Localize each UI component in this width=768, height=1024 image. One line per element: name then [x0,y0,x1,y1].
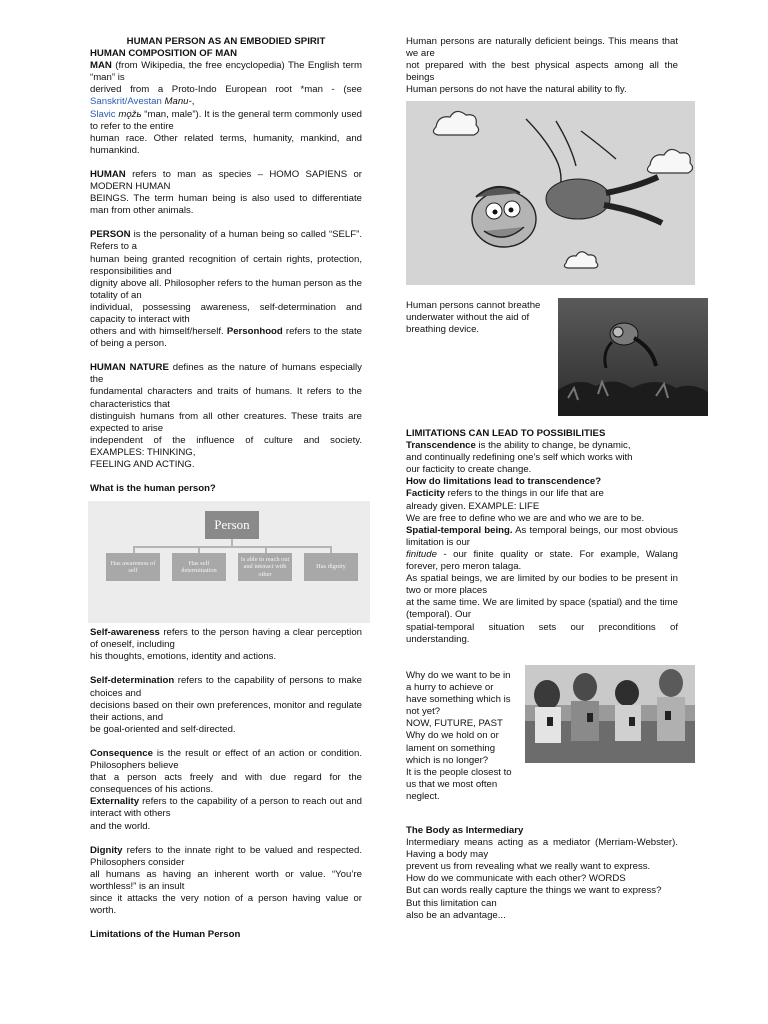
text: , [191,96,195,108]
paragraph-self-awareness [90,627,362,663]
diagram-connector [198,546,200,553]
text: that a person acts freely and with due regard for the consequences of his actions. [90,772,362,796]
text: (from Wikipedia, the free encyclopedia) The English term “man” is [90,60,362,84]
text: defines as the nature of humans especially the [90,362,362,386]
text: refers to the innate right to be valued and respected. Philosophers consider [90,844,362,868]
diagram-box-awareness: Has awareness of self [106,553,160,581]
term-human-nature: HUMAN NATURE [90,362,169,374]
paragraph-man [90,60,362,157]
paragraph-facticity [406,488,678,524]
paragraph-person [90,229,362,350]
text: human being granted recognition of certain rights, protection, responsibilities and [90,253,362,277]
text: already given. EXAMPLE: LIFE [406,500,540,512]
text: BEINGS. The term human being is also used to differentiate man from other animals. [90,193,362,217]
question-limitations: How do limitations lead to transcendence? [406,476,602,488]
text: fundamental characters and traits of humans. It refers to the characteristics that [90,386,362,410]
flying-man-illustration [406,101,695,285]
why-line: Why do we want to be in [406,670,511,681]
link-avestan[interactable]: Avestan [127,96,162,108]
body-intermediary-section [406,825,678,922]
paragraph-deficient [406,36,678,96]
text: others and with himself/herself. [90,326,227,338]
why-line: neglect. [406,790,440,802]
text: his thoughts, emotions, identity and actions. [90,651,277,663]
term-facticity: Facticity [406,488,445,500]
body-heading: The Body as Intermediary [406,825,524,836]
possibilities-heading: LIMITATIONS CAN LEAD TO POSSIBILITIES [406,428,606,439]
text: / [124,96,128,108]
diagram-box-interact: Is able to reach out and interact with other [238,553,292,581]
text: How do we communicate with each other? WORDS [406,873,626,885]
text: But this limitation can [406,897,497,909]
text: our facticity to create change. [406,464,532,476]
diagram-root: Person [205,511,259,539]
diagram-connector [265,546,267,553]
term-personhood: Personhood [226,326,283,338]
text: and continually redefining one’s self which works with [406,452,633,464]
diagram-connector [133,546,135,553]
paragraph-consequence [90,748,362,796]
paragraph-human [90,169,362,217]
text: Human persons cannot breathe [406,300,541,311]
text: dignity above all. Philosopher refers to the human person as the totality of an [90,277,362,301]
term-dignity: Dignity [90,844,123,856]
text: independent of the influence of culture and society. EXAMPLES: THINKING, [90,434,362,458]
right-column [406,36,678,96]
paragraph-dignity [90,845,362,918]
text: all humans as having an inherent worth or value. “You’re worthless!” is an insult [90,868,362,892]
text: We are free to define who we are and who we are to be. [406,512,645,524]
term-spatial-temporal: Spatial-temporal being. [406,524,513,536]
text: refers to the capability of a person to reach out and interact with others [90,796,362,820]
term-person: PERSON [90,229,131,241]
text: at the same time. We are limited by space (spatial) and the time (temporal). Our [406,597,678,621]
text: distinguish humans from all other creatures. These traits are expected to arise [90,410,362,434]
text: derived from a Proto-Indo European root *man - (see [90,84,362,96]
family-on-couch-icon [525,665,695,763]
why-line: us that we most often [406,778,498,790]
diagram-connector [133,546,332,548]
question-heading: What is the human person? [90,483,216,495]
diagram-box-self-determination: Has self determination [172,553,226,581]
text: since it attacks the very notion of a person having value or worth. [90,892,362,917]
why-line: not yet? [406,706,441,718]
text: Human persons are naturally deficient beings. This means that we are [406,36,678,60]
text: and the world. [90,820,151,832]
text: is the personality of a human being so called “SELF”. Refers to a [90,229,362,253]
text: refers to the capability of persons to make choices and [90,675,362,699]
paragraph-spatial-temporal [406,525,678,646]
left-column [90,36,362,941]
why-line: Why do we hold on or [406,730,499,742]
why-line: which is no longer? [406,754,489,766]
text: underwater without the aid of [406,312,530,324]
link-slavic[interactable]: Slavic [90,108,116,120]
term-self-awareness: Self-awareness [90,627,160,639]
text: is the ability to change, be dynamic, [475,440,631,452]
paragraph-body [406,837,678,922]
text: But can words really capture the things we want to express? [406,885,662,897]
term-man: MAN [90,60,112,72]
text: breathing device. [406,324,480,336]
text: FEELING AND ACTING. [90,459,195,470]
paragraph-human-nature [90,362,362,471]
text: also be an advantage... [406,909,506,921]
why-line: lament on something [406,742,496,754]
family-phones-photo [525,665,695,763]
term-consequence: Consequence [90,747,153,759]
text: not prepared with the best physical aspects among all the beings [406,60,678,84]
paragraph-breathe [406,300,556,336]
diagram-connector [330,546,332,553]
why-line: It is the people closest to [406,766,512,778]
text-mozh: mǫžь [118,108,142,120]
term-transcendence: Transcendence [406,440,476,452]
term-finitude: finitude [406,548,437,560]
person-diagram [88,501,370,623]
text: spatial-temporal situation sets our preconditions of understanding. [406,621,678,645]
text: Intermediary means acting as a mediator (Merriam-Webster). Having a body may [406,837,678,861]
paragraph-self-determination [90,675,362,735]
flying-man-icon [406,101,695,285]
text: refers to the person having a clear perception of oneself, including [90,627,362,651]
text: individual, possessing awareness, self-determination and capacity to interact with [90,301,362,325]
why-questions [406,670,524,803]
text: be goal-oriented and self-directed. [90,723,236,735]
text: - our finite quality or state. For example, Walang forever, pero meron talaga. [406,548,678,573]
section-heading-composition: HUMAN COMPOSITION OF MAN [90,48,238,60]
why-line: a hurry to achieve or [406,682,494,694]
text: “man, male”). It is the general term commonly used to refer to the entire [90,108,363,132]
breathe-text-block [406,300,556,336]
text: prevent us from revealing what we really want to express. [406,861,651,873]
limitations-heading: Limitations of the Human Person [90,929,241,941]
scuba-diver-icon [558,298,708,416]
text: As temporal beings, our most obvious limitation is our [406,524,678,548]
possibilities-section [406,428,678,646]
term-human: HUMAN [90,168,126,180]
text: refers to the state of being a person. [90,326,362,350]
text: human race. Other related terms, humanity, mankind, and humankind. [90,132,362,156]
paragraph-transcendence [406,440,678,476]
paragraph-externality [90,796,362,832]
text: refers to the things in our life that are [444,488,604,500]
text: As spatial beings, we are limited by our bodies to be present in two or more places [406,573,678,597]
why-line: NOW, FUTURE, PAST [406,718,503,730]
term-externality: Externality [90,796,140,808]
document-title: HUMAN PERSON AS AN EMBODIED SPIRIT [126,36,326,47]
text: is the result or effect of an action or condition. Philosophers believe [90,747,362,772]
text: refers to man as species – HOMO SAPIENS or MODERN HUMAN [90,168,362,193]
term-self-determination: Self-determination [90,675,175,687]
text-manu: Manu- [164,96,192,108]
diagram-box-dignity: Has dignity [304,553,358,581]
link-sanskrit[interactable]: Sanskrit [90,96,125,108]
why-line: have something which is [406,694,511,706]
text: decisions based on their own preferences, monitor and regulate their actions, and [90,699,362,723]
diver-photo [558,298,708,416]
text: Human persons do not have the natural ability to fly. [406,84,627,96]
